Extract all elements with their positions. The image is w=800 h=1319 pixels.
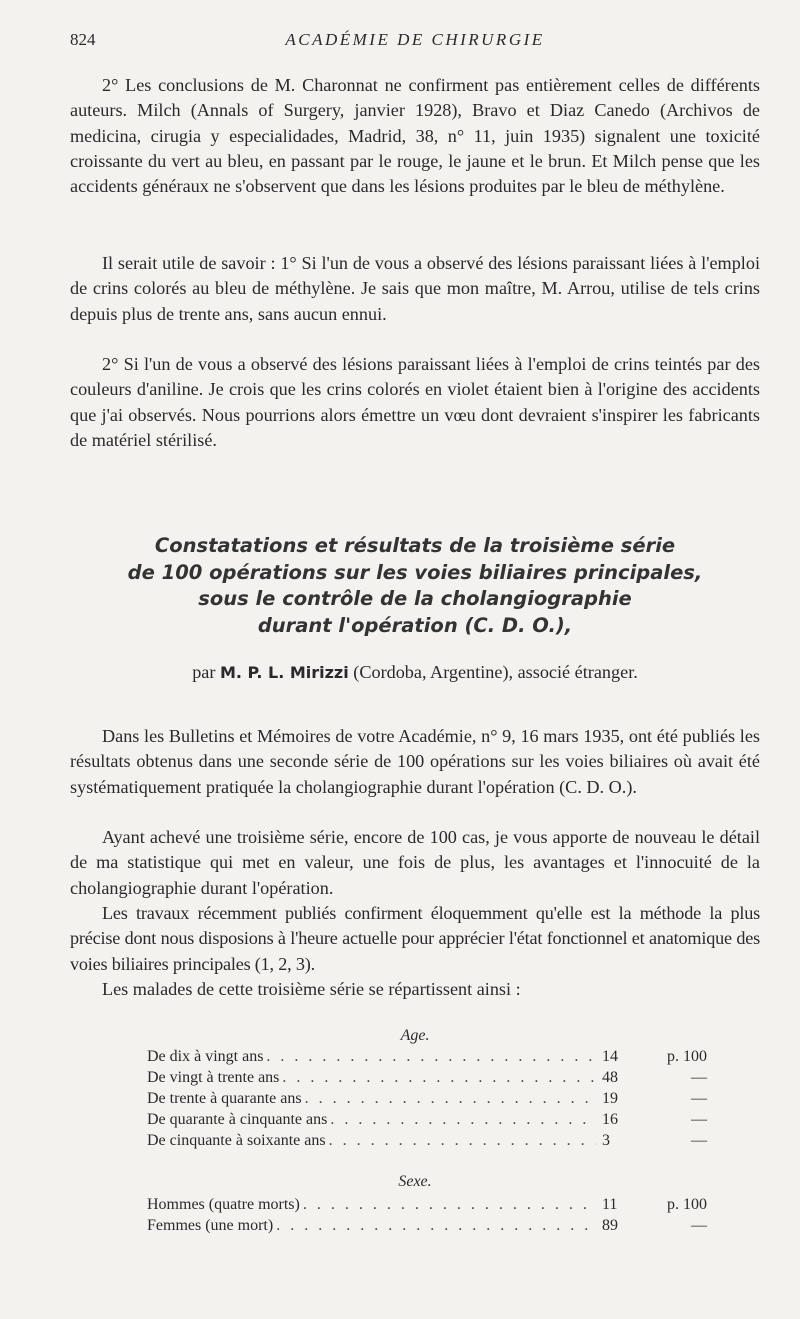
sex-table xyxy=(147,1194,707,1236)
row-label: De quarante à cinquante ans xyxy=(147,1111,328,1128)
table-row xyxy=(147,1194,707,1215)
author-name: M. P. L. Mirizzi xyxy=(219,663,349,682)
row-label: De trente à quarante ans xyxy=(147,1090,302,1107)
author-affiliation: (Cordoba, Argentine), associé étranger. xyxy=(353,662,638,682)
table-row xyxy=(147,1067,707,1088)
article-title xyxy=(70,533,760,639)
age-table xyxy=(147,1046,707,1151)
row-value: 14 xyxy=(602,1048,618,1065)
dot-leader xyxy=(263,1046,596,1067)
row-value-group xyxy=(596,1215,707,1236)
table-row xyxy=(147,1046,707,1067)
row-value-group xyxy=(596,1046,707,1067)
body-paragraph-3: Les travaux récemment publiés confirment éloquemment qu'elle est la méthode la plus précise dont nous disposions à l'heure actuelle pour apprécier l'état fonctionnel et anatomique des voies biliaires principales (1, 2, 3). xyxy=(70,903,760,974)
row-value: 89 xyxy=(602,1217,618,1234)
row-value: 11 xyxy=(602,1196,618,1213)
age-table-title: Age. xyxy=(400,1027,430,1044)
dot-leader xyxy=(279,1067,596,1088)
intro-paragraph-1: 2° Les conclusions de M. Charonnat ne confirment pas entièrement celles de différents auteurs. Milch (Annals of Surgery, janvier 1928), Bravo et Diaz Canedo (Archivos de medicina, cirugia y especialidades, Madrid, 38, n° 11, juin 1935) signalent une toxicité croissante du vert au bleu, en passant par le rouge, le jaune et le brun. Et Milch pense que les accidents généraux ne s'observent que dans les lésions produites par le bleu de méthylène. xyxy=(70,75,760,197)
row-label: Femmes (une mort) xyxy=(147,1217,274,1234)
row-value-group xyxy=(596,1088,707,1109)
row-label: De dix à vingt ans xyxy=(147,1048,264,1065)
row-value-group xyxy=(596,1194,707,1215)
row-label: De cinquante à soixante ans xyxy=(147,1132,326,1149)
byline xyxy=(70,662,760,683)
row-unit: — xyxy=(691,1090,707,1107)
page-header xyxy=(70,30,760,54)
row-value: 19 xyxy=(602,1090,618,1107)
row-value: 16 xyxy=(602,1111,618,1128)
row-unit: p. 100 xyxy=(667,1196,707,1213)
title-line: sous le contrôle de la cholangiographie xyxy=(198,587,632,610)
table-row xyxy=(147,1215,707,1236)
sex-table-title: Sexe. xyxy=(398,1173,432,1190)
running-title: ACADÉMIE DE CHIRURGIE xyxy=(285,30,545,49)
intro-paragraph-3: 2° Si l'un de vous a observé des lésions paraissant liées à l'emploi de crins teintés par des couleurs d'aniline. Je crois que les crins colorés en violet étaient bien à l'origine des accidents que j'ai observés. Nous pourrions alors émettre un vœu dont devraient s'inspirer les fabricants de matériel stérilisé. xyxy=(70,354,760,450)
title-line: durant l'opération (C. D. O.), xyxy=(257,613,573,637)
row-unit: — xyxy=(691,1111,707,1128)
row-unit: — xyxy=(691,1069,707,1086)
row-label: Hommes (quatre morts) xyxy=(147,1196,300,1213)
title-line: de 100 opérations sur les voies biliaires principales, xyxy=(127,560,703,584)
body-paragraph-4: Les malades de cette troisième série se répartissent ainsi : xyxy=(102,979,521,999)
row-value: 3 xyxy=(602,1132,610,1149)
row-value-group xyxy=(596,1109,707,1130)
dot-leader xyxy=(327,1109,596,1130)
table-row xyxy=(147,1088,707,1109)
title-line: Constatations et résultats de la troisième série xyxy=(154,534,676,557)
row-unit: p. 100 xyxy=(667,1048,707,1065)
dot-leader xyxy=(302,1088,596,1109)
row-value-group xyxy=(596,1130,707,1151)
dot-leader xyxy=(273,1215,596,1236)
row-unit: — xyxy=(691,1132,707,1149)
intro-paragraph-2: Il serait utile de savoir : 1° Si l'un de vous a observé des lésions paraissant liées à l'emploi de crins colorés au bleu de méthylène. Je sais que mon maître, M. Arrou, utilise de tels crins depuis plus de trente ans, sans aucun ennui. xyxy=(70,253,760,324)
row-value: 48 xyxy=(602,1069,618,1086)
table-row xyxy=(147,1130,707,1151)
row-label: De vingt à trente ans xyxy=(147,1069,280,1086)
dot-leader xyxy=(326,1130,596,1151)
body-paragraph-1: Dans les Bulletins et Mémoires de votre Académie, n° 9, 16 mars 1935, ont été publiés les résultats obtenus dans une seconde série de 100 opérations sur les voies biliaires où avait été systématiquement pratiquée la cholangiographie durant l'opération (C. D. O.). xyxy=(70,726,760,797)
body-paragraph-2: Ayant achevé une troisième série, encore de 100 cas, je vous apporte de nouveau le détail de ma statistique qui met en valeur, une fois de plus, les avantages et l'innocuité de la cholangiographie durant l'opération. xyxy=(70,827,760,898)
dot-leader xyxy=(300,1194,596,1215)
row-unit: — xyxy=(691,1217,707,1234)
table-row xyxy=(147,1109,707,1130)
byline-prefix: par xyxy=(192,662,216,682)
row-value-group xyxy=(596,1067,707,1088)
page-number: 824 xyxy=(70,30,96,49)
